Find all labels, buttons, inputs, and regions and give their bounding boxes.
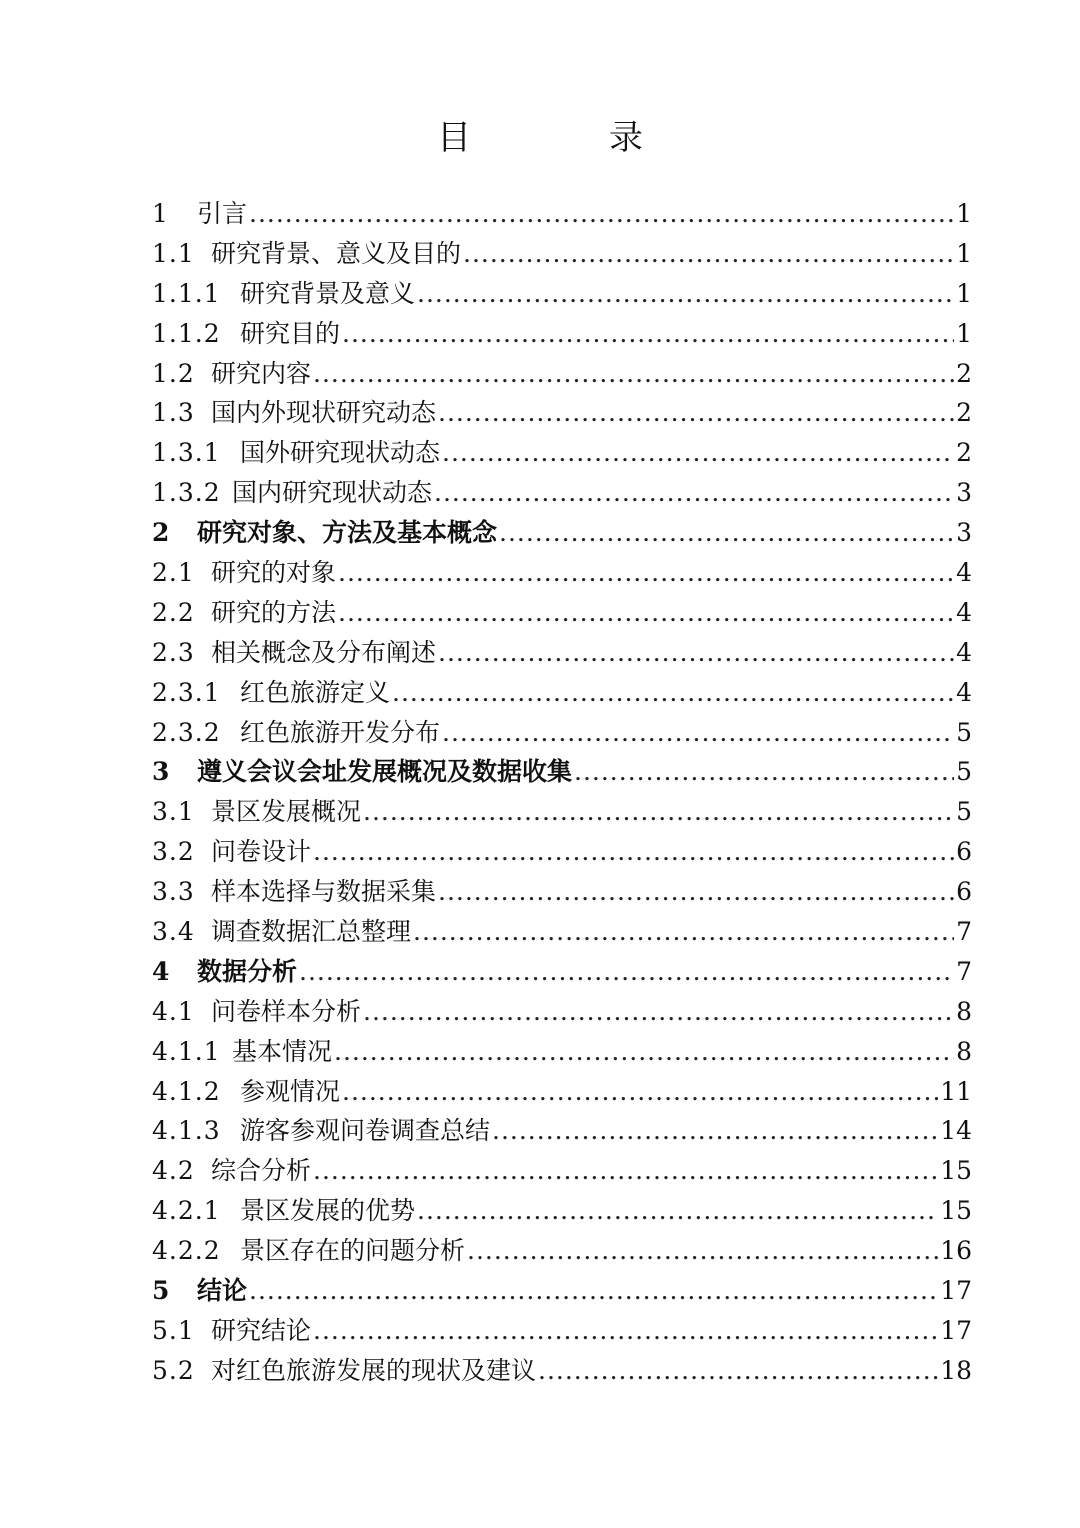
toc-entry[interactable] [152, 1032, 972, 1072]
toc-entry-page-number: 2 [956, 358, 972, 388]
toc-dot-leader [434, 473, 954, 513]
toc-dot-leader [342, 314, 954, 354]
toc-entry-number: 5 [152, 1276, 171, 1306]
toc-entry-page-number: 2 [956, 438, 972, 468]
toc-dot-leader [438, 633, 954, 673]
toc-entry[interactable] [152, 992, 972, 1032]
toc-entry-number: 1.3 [152, 398, 195, 428]
toc-entry[interactable] [152, 393, 972, 433]
toc-entry-number: 1.3.2 [152, 478, 221, 508]
toc-dot-leader [574, 752, 954, 792]
toc-entry-page-number: 5 [956, 797, 972, 827]
toc-entry-number: 4.1.3 [152, 1116, 221, 1146]
toc-entry-label: 综合分析 [211, 1156, 312, 1186]
toc-entry-number: 3.3 [152, 877, 195, 907]
toc-entry-number: 2.3.1 [152, 677, 221, 707]
toc-entry[interactable] [152, 673, 972, 713]
toc-dot-leader [363, 992, 954, 1032]
toc-dot-leader [438, 393, 954, 433]
toc-entry-page-number: 7 [956, 917, 972, 947]
toc-entry-label: 数据分析 [197, 956, 298, 986]
toc-dot-leader [313, 1311, 938, 1351]
toc-entry-label: 相关概念及分布阐述 [211, 637, 437, 667]
toc-entry[interactable] [152, 1271, 972, 1311]
toc-entry-number: 4.2 [152, 1156, 195, 1186]
toc-entry[interactable] [152, 952, 972, 992]
toc-entry-number: 1.1 [152, 238, 195, 268]
toc-entry[interactable] [152, 872, 972, 912]
toc-entry-label: 引言 [197, 198, 248, 228]
toc-entry-number: 5.1 [152, 1315, 195, 1345]
toc-entry-label: 研究结论 [211, 1315, 312, 1345]
toc-entry[interactable] [152, 593, 972, 633]
toc-entry-number: 1 [152, 198, 169, 228]
toc-entry-label: 研究背景及意义 [240, 278, 416, 308]
toc-entry[interactable] [152, 752, 972, 792]
toc-entry[interactable] [152, 314, 972, 354]
toc-entry-page-number: 14 [940, 1116, 972, 1146]
toc-entry-label: 调查数据汇总整理 [211, 917, 412, 947]
toc-entry-page-number: 11 [940, 1076, 972, 1106]
toc-entry-page-number: 18 [940, 1355, 972, 1385]
toc-entry-label: 问卷样本分析 [211, 996, 362, 1026]
toc-entry[interactable] [152, 553, 972, 593]
toc-entry-number: 2 [152, 518, 171, 548]
toc-dot-leader [363, 792, 954, 832]
toc-entry-number: 1.2 [152, 358, 195, 388]
toc-entry[interactable] [152, 234, 972, 274]
toc-entry-page-number: 7 [956, 956, 972, 986]
toc-entry-label: 游客参观问卷调查总结 [240, 1116, 491, 1146]
toc-entry-number: 3 [152, 757, 171, 787]
toc-entry[interactable] [152, 1231, 972, 1271]
toc-entry-page-number: 8 [956, 996, 972, 1026]
toc-entry-page-number: 5 [956, 757, 972, 787]
toc-dot-leader [342, 1072, 938, 1112]
toc-entry-label: 对红色旅游发展的现状及建议 [211, 1355, 537, 1385]
toc-entry-page-number: 15 [940, 1196, 972, 1226]
toc-entry-label: 景区存在的问题分析 [240, 1236, 466, 1266]
toc-entry-number: 2.1 [152, 558, 195, 587]
table-of-contents [152, 194, 972, 1391]
toc-entry[interactable] [152, 1311, 972, 1351]
toc-entry-label: 研究对象、方法及基本概念 [197, 518, 498, 548]
toc-entry-number: 2.3.2 [152, 717, 221, 747]
toc-entry-number: 4.2.1 [152, 1196, 221, 1226]
toc-dot-leader [313, 354, 954, 394]
toc-dot-leader [442, 713, 954, 753]
toc-dot-leader [492, 1111, 938, 1151]
toc-dot-leader [299, 952, 954, 992]
toc-entry-page-number: 17 [940, 1276, 972, 1306]
toc-entry-number: 4.1.1 [152, 1036, 221, 1066]
toc-dot-leader [538, 1351, 938, 1391]
toc-dot-leader [499, 513, 954, 553]
toc-dot-leader [338, 553, 954, 593]
toc-entry-label: 研究内容 [211, 358, 312, 388]
toc-entry-number: 2.3 [152, 637, 195, 667]
toc-entry-label: 研究的对象 [211, 558, 337, 587]
toc-entry-label: 基本情况 [232, 1036, 333, 1066]
toc-entry-page-number: 4 [956, 597, 972, 627]
toc-entry[interactable] [152, 1111, 972, 1151]
toc-entry[interactable] [152, 194, 972, 234]
toc-entry-label: 红色旅游定义 [240, 677, 391, 707]
toc-entry-page-number: 15 [940, 1156, 972, 1186]
toc-entry-page-number: 6 [956, 837, 972, 867]
toc-entry-page-number: 4 [956, 677, 972, 707]
toc-entry-page-number: 4 [956, 637, 972, 667]
toc-entry[interactable] [152, 354, 972, 394]
toc-entry-label: 红色旅游开发分布 [240, 717, 441, 747]
toc-entry-label: 国内研究现状动态 [232, 478, 433, 508]
toc-entry-page-number: 1 [956, 318, 972, 348]
toc-entry-label: 研究背景、意义及目的 [211, 238, 462, 268]
toc-entry-number: 3.1 [152, 797, 195, 827]
toc-entry[interactable] [152, 473, 972, 513]
toc-entry-number: 3.2 [152, 837, 195, 867]
toc-entry-page-number: 1 [956, 198, 972, 228]
toc-dot-leader [249, 1271, 938, 1311]
toc-entry-label: 景区发展概况 [211, 797, 362, 827]
page-title: 目 录 [437, 118, 695, 158]
toc-entry-label: 国内外现状研究动态 [211, 398, 437, 428]
toc-entry[interactable] [152, 1191, 972, 1231]
toc-entry-page-number: 6 [956, 877, 972, 907]
toc-entry[interactable] [152, 513, 972, 553]
toc-entry-number: 4.1 [152, 996, 195, 1026]
toc-entry-page-number: 3 [956, 518, 972, 548]
toc-entry[interactable] [152, 912, 972, 952]
toc-entry-number: 4.2.2 [152, 1236, 221, 1266]
toc-dot-leader [442, 433, 954, 473]
toc-entry-page-number: 3 [956, 478, 972, 508]
toc-entry-label: 国外研究现状动态 [240, 438, 441, 468]
toc-entry-number: 4.1.2 [152, 1076, 221, 1106]
toc-entry-label: 研究目的 [240, 318, 341, 348]
toc-entry-label: 结论 [197, 1276, 248, 1306]
toc-entry-number: 1.1.2 [152, 318, 221, 348]
toc-entry-number: 5.2 [152, 1355, 195, 1385]
toc-entry[interactable] [152, 1072, 972, 1112]
toc-entry-page-number: 16 [940, 1236, 972, 1266]
toc-entry-label: 景区发展的优势 [240, 1196, 416, 1226]
toc-entry-page-number: 2 [956, 398, 972, 428]
toc-entry-label: 样本选择与数据采集 [211, 877, 437, 907]
toc-dot-leader [313, 1151, 938, 1191]
toc-dot-leader [463, 234, 954, 274]
toc-entry-label: 问卷设计 [211, 837, 312, 867]
toc-entry[interactable] [152, 274, 972, 314]
toc-entry-label: 参观情况 [240, 1076, 341, 1106]
toc-entry-number: 3.4 [152, 917, 195, 947]
toc-entry-page-number: 1 [956, 238, 972, 268]
toc-entry-number: 1.3.1 [152, 438, 221, 468]
toc-dot-leader [338, 593, 954, 633]
toc-dot-leader [313, 832, 954, 872]
toc-entry-page-number: 4 [956, 558, 972, 587]
toc-entry-page-number: 17 [940, 1315, 972, 1345]
toc-dot-leader [467, 1231, 938, 1271]
toc-entry-label: 研究的方法 [211, 597, 337, 627]
toc-entry[interactable] [152, 792, 972, 832]
toc-entry[interactable] [152, 1351, 972, 1391]
toc-entry[interactable] [152, 1151, 972, 1191]
toc-entry[interactable] [152, 832, 972, 872]
toc-entry-number: 1.1.1 [152, 278, 221, 308]
toc-entry-page-number: 8 [956, 1036, 972, 1066]
toc-entry[interactable] [152, 633, 972, 673]
toc-entry-page-number: 1 [956, 278, 972, 308]
toc-dot-leader [334, 1032, 954, 1072]
toc-entry-number: 2.2 [152, 597, 195, 627]
toc-entry-label: 遵义会议会址发展概况及数据收集 [197, 757, 573, 787]
toc-dot-leader [438, 872, 954, 912]
toc-dot-leader [417, 1191, 938, 1231]
toc-dot-leader [392, 673, 954, 713]
toc-dot-leader [413, 912, 954, 952]
toc-entry[interactable] [152, 713, 972, 753]
toc-dot-leader [249, 194, 954, 234]
toc-entry-number: 4 [152, 956, 171, 986]
toc-dot-leader [417, 274, 954, 314]
toc-entry-page-number: 5 [956, 717, 972, 747]
toc-entry[interactable] [152, 433, 972, 473]
